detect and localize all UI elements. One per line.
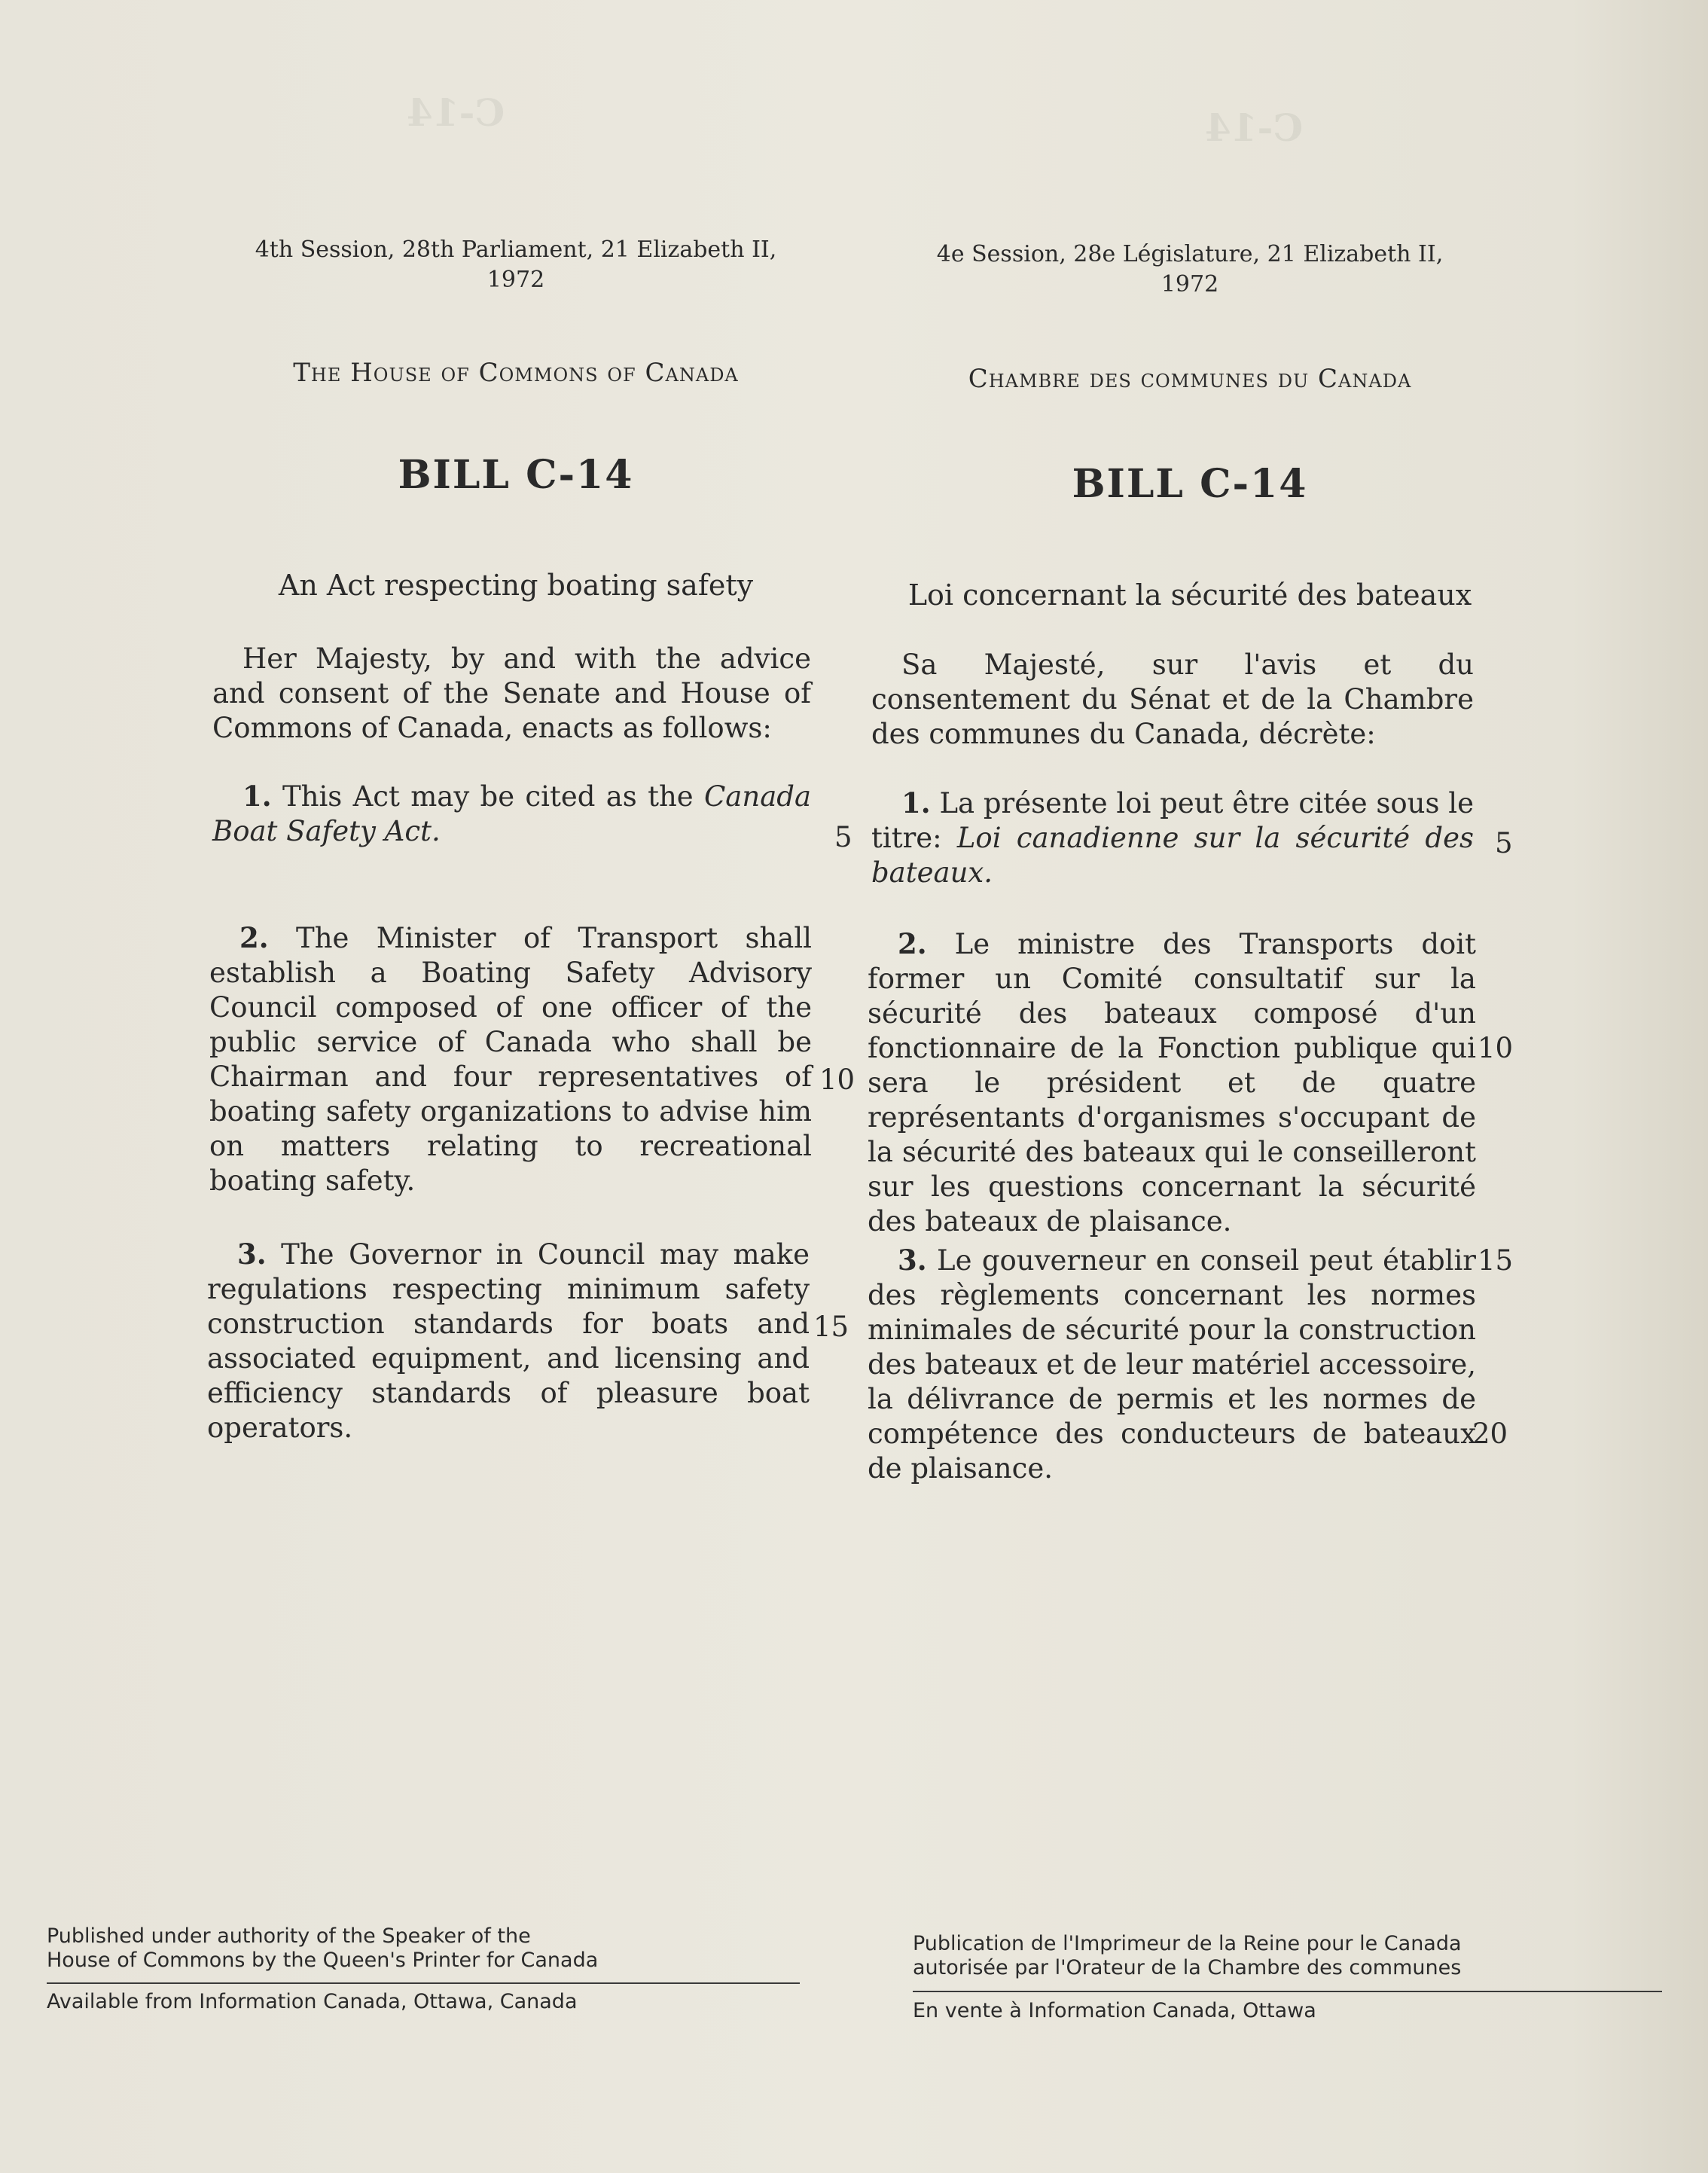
- section-number: 3.: [898, 1244, 927, 1277]
- act-title-fr: Loi concernant la sécurité des bateaux: [907, 578, 1472, 612]
- section-1-fr: [871, 786, 1474, 890]
- session-line: 4e Session, 28e Législature, 21 Elizabeth II,: [936, 241, 1444, 267]
- enacting-text: Sa Majesté, sur l'avis et du consentement du Sénat et de la Chambre des communes du Canada, décrète:: [871, 649, 1474, 750]
- publisher-line: autorisée par l'Orateur de la Chambre des communes: [913, 1956, 1462, 1979]
- availability-note-en: Available from Information Canada, Ottawa, Canada: [47, 1990, 578, 2013]
- enacting-clause-en: [212, 642, 811, 746]
- section-number: 2.: [898, 927, 927, 960]
- section-2-fr: [868, 926, 1476, 1239]
- section-text: The Governor in Council may make regulations respecting minimum safety construction standards for boats and associated equipment, and licensing and efficiency standards of pleasure boat operators.: [207, 1238, 810, 1444]
- short-title: Canada Boat Safety Act.: [212, 780, 812, 847]
- house-name-en: The House of Commons of Canada: [293, 358, 739, 388]
- availability-note-fr: En vente à Information Canada, Ottawa: [913, 1999, 1316, 2022]
- enacting-text: Her Majesty, by and with the advice and consent of the Senate and House of Commons of Canada, enacts as follows:: [212, 642, 811, 744]
- enacting-clause-fr: [871, 648, 1474, 752]
- line-number: 20: [1472, 1418, 1508, 1450]
- section-number: 1.: [242, 780, 272, 813]
- section-2-en: [209, 920, 812, 1198]
- line-number: 5: [1495, 827, 1513, 859]
- line-number: 10: [819, 1064, 856, 1096]
- section-text: La présente loi peut être citée sous le titre:: [871, 787, 1474, 854]
- session-year: 1972: [1161, 271, 1219, 298]
- publisher-note-en: [47, 1924, 694, 1973]
- section-text: Le ministre des Transports doit former un Comité consultatif sur la sécurité des bateaux composé d'un fonctionnaire de la Fonction publique qui sera le président et de quatre représentants d'organismes s'occupant de la sécurité des bateaux qui le conseilleront sur les questions concernant la sécurité des bateaux de plaisance.: [868, 928, 1476, 1238]
- session-info-fr: [866, 240, 1514, 300]
- publisher-line: House of Commons by the Queen's Printer for Canada: [47, 1949, 599, 1972]
- section-3-en: [207, 1237, 810, 1445]
- section-number: 1.: [901, 786, 931, 819]
- publisher-line: Published under authority of the Speaker of the: [47, 1924, 531, 1948]
- line-number: 5: [834, 821, 852, 853]
- line-number: 10: [1478, 1032, 1514, 1064]
- section-number: 2.: [239, 921, 269, 954]
- line-number: 15: [813, 1311, 849, 1343]
- publisher-line: Publication de l'Imprimeur de la Reine pour le Canada: [913, 1932, 1462, 1955]
- section-1-en: [212, 779, 811, 849]
- section-text: This Act may be cited as the: [282, 780, 694, 813]
- footer-rule-en: [47, 1982, 800, 1984]
- show-through-ghost: C-14: [1205, 105, 1304, 150]
- publisher-note-fr: [913, 1932, 1606, 1980]
- short-title: Loi canadienne sur la sécurité des bateaux.: [871, 822, 1474, 889]
- line-number: 15: [1478, 1244, 1514, 1277]
- footer-rule-fr: [913, 1991, 1662, 1992]
- section-text: The Minister of Transport shall establish a Boating Safety Advisory Council composed of one officer of the public service of Canada who shall be Chairman and four representatives of boating safety organizations to advise him on matters relating to recreational boating safety.: [209, 922, 812, 1197]
- section-text: Le gouverneur en conseil peut établir des règlements concernant les normes minimales de sécurité pour la construction des bateaux et de leur matériel accessoire, la délivrance de permis et les normes de compétence des conducteurs de bateaux de plaisance.: [868, 1244, 1476, 1485]
- bill-number-en: BILL C-14: [398, 452, 634, 498]
- section-number: 3.: [237, 1238, 267, 1271]
- show-through-ghost: C-14: [407, 90, 505, 135]
- section-3-fr: [868, 1243, 1476, 1486]
- session-year: 1972: [486, 267, 545, 293]
- act-title-en: An Act respecting boating safety: [278, 569, 754, 602]
- session-info-en: [203, 235, 828, 295]
- session-line: 4th Session, 28th Parliament, 21 Elizabeth II,: [255, 237, 777, 263]
- house-name-fr: Chambre des communes du Canada: [968, 364, 1412, 394]
- bill-number-fr: BILL C-14: [1072, 461, 1308, 507]
